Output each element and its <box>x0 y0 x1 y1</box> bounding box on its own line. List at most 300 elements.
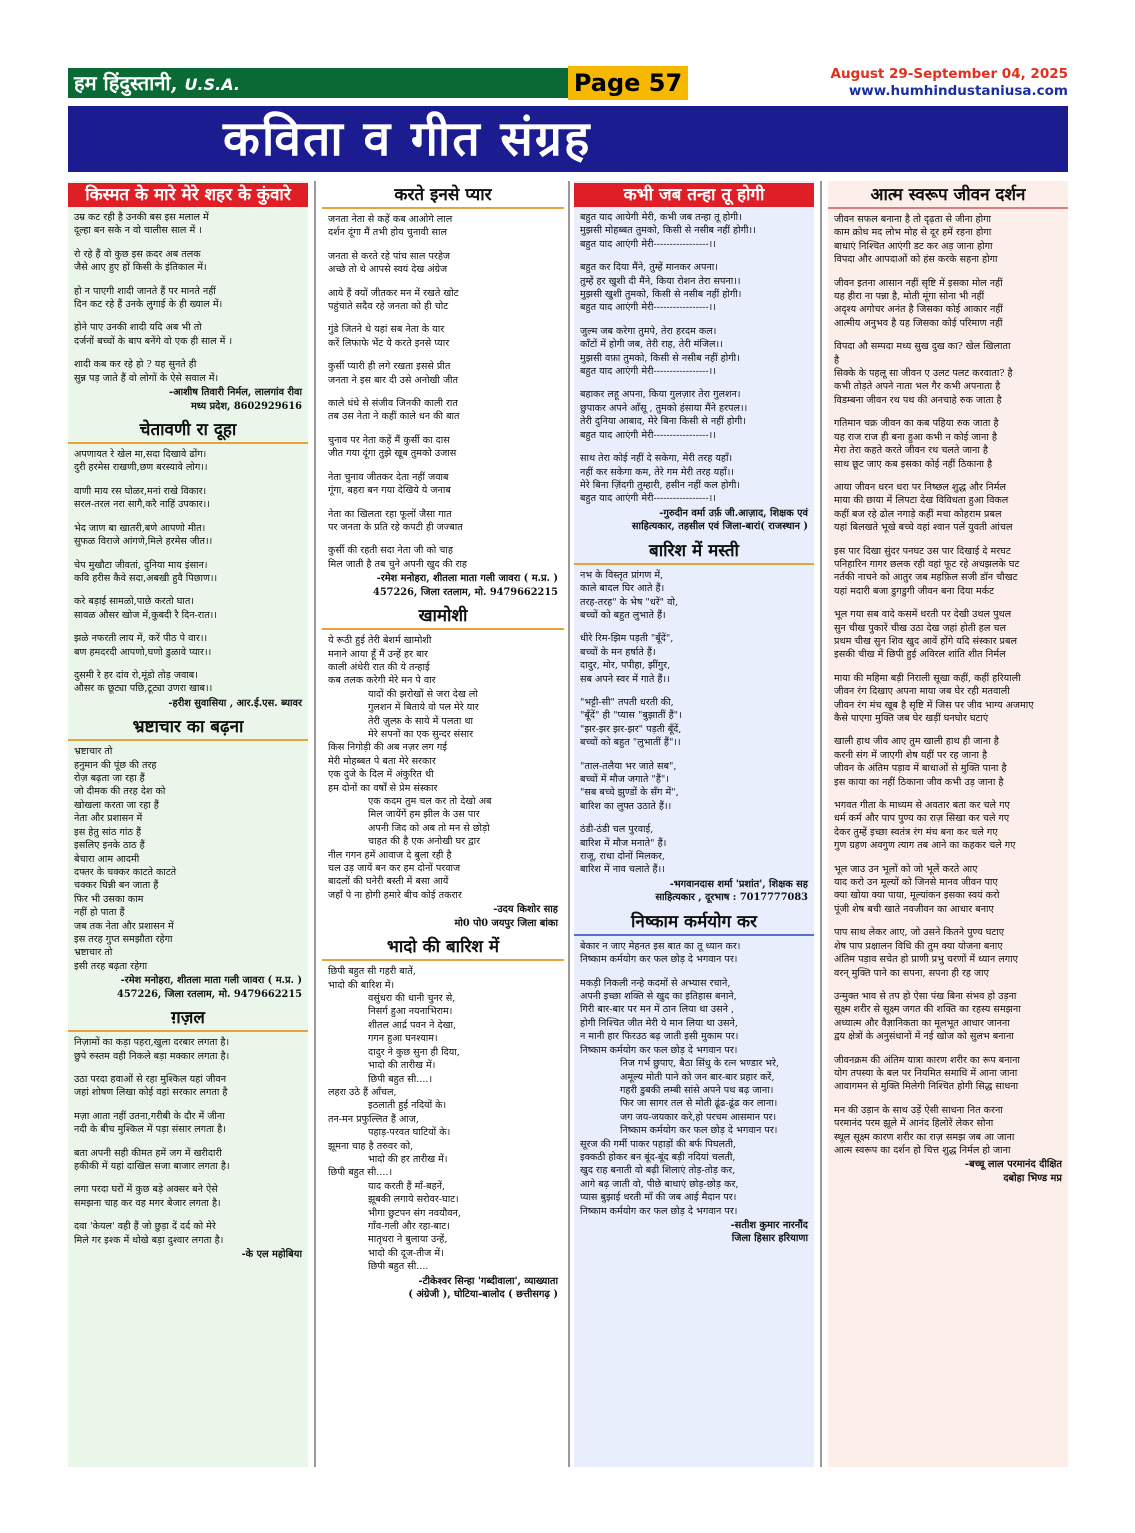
poem-body <box>68 1036 308 1247</box>
poem-line: जीवन इतना आसान नहीं सृष्टि में इसका मोल नहीं <box>834 277 1003 289</box>
poem-line: अपनी जिद को अब तो मन से छोड़ो <box>368 822 490 834</box>
poem-line: भीगा छुटपन संग नवयौवन, <box>368 1207 461 1219</box>
poem-line: जैसे आए हुए हों किसी के इंतिकाल में। <box>74 262 207 274</box>
poem-line: दुरी हरमेस राखणी,छण बरस्यावे लोग।। <box>74 462 208 474</box>
poem-line: एक कदम तुम चल कर तो देखो अब <box>368 796 492 807</box>
poem-line: बच्चों को बहुत लुभाते हैं। <box>580 609 666 621</box>
poem <box>68 1006 308 1264</box>
poem-body <box>68 448 308 696</box>
stanza-gap <box>74 549 302 559</box>
poem-author <box>828 1157 1068 1188</box>
author-line: -उदय किशोर साह <box>493 904 558 916</box>
poem-line: बच्चों को बहुत "लुभातीं हैं"।। <box>580 737 681 749</box>
poem-line: बहाकर लहू अपना, किया गुलज़ार तेरा गुलशन। <box>580 389 741 401</box>
poem-line: अध्यात्म और वैज्ञानिकता का मूलभूत आधार जानना <box>834 1017 1010 1029</box>
poem-line: होगी निश्चित जीत मेरी ये मान लिया था उसने, <box>580 1017 738 1029</box>
poem-line: याद करती हैं माँ-बहनें, <box>368 1180 446 1192</box>
poem-line: गिरी बार-बार पर मन में ठान लिया था उसने , <box>580 1004 735 1016</box>
poem-line: भादो की तारीख में। <box>368 1060 436 1072</box>
stanza-gap <box>834 471 1062 481</box>
poem-line: नर्तकी नाचने को आतुर जब महफ़िल सजी डॉन चौखट <box>834 572 1018 584</box>
stanza-gap <box>580 813 808 823</box>
poem-title: कभी जब तन्हा तू होगी <box>574 183 814 207</box>
stanza-gap <box>74 1063 302 1073</box>
stanza-gap <box>74 238 302 248</box>
poem-line: सूरज की गर्मी पाकर पहाड़ों की बर्फ पिघलती, <box>580 1138 737 1150</box>
poem-title: बारिश में मस्ती <box>574 539 814 565</box>
masthead-country: U.S.A. <box>184 75 240 94</box>
poem-line: बहुत याद आएंगी मेरी-----------------।। <box>580 493 716 505</box>
poem-body <box>828 213 1068 1157</box>
poem-line: न मानी हार फिरउठ बढ़ जाती इसी मुकाम पर। <box>580 1031 739 1043</box>
poem-line: नहीं हो पाता हैं <box>74 907 125 919</box>
stanza-gap <box>580 378 808 388</box>
column-4 <box>828 181 1068 1467</box>
author-line: दबोहा भिण्ड मप्र <box>1003 1172 1062 1184</box>
poem-line: साथ तेरा कोई नहीं दे सकेगा, मेरी तरह यहाँ। <box>580 453 733 465</box>
poem-line: मेरा तेरा कहते करते जीवन रथ चलते जाना है <box>834 445 988 457</box>
poem-line: यहां मदारी बजा डुगडुगी जीवन बना दिया मर्कट <box>834 585 994 597</box>
stanza-gap <box>834 598 1062 608</box>
poem-line: "भट्टी-सी" तपती धरती की, <box>580 696 674 708</box>
poem-line: झूबकी लगाये सरोवर-घाट। <box>368 1194 459 1206</box>
author-line: -टीकेश्वर सिन्हा 'गब्दीवाला', व्याख्याता <box>418 1275 558 1287</box>
masthead <box>68 68 568 98</box>
stanza-gap <box>74 622 302 632</box>
poem-title: आत्म स्वरूप जीवन दर्शन <box>828 183 1068 209</box>
poem-line: प्रथम चीख सुन शिव खुद आवें होंगे यदि संस्कार प्रबल <box>834 635 1017 647</box>
poem-line: करे बड़ाई सामळो,पाछे करतो घात। <box>74 596 194 608</box>
poem-line: बहुत याद आएंगी मेरी-----------------।। <box>580 366 716 378</box>
section-banner: कविता व गीत संग्रह <box>68 106 1068 172</box>
stanza-gap <box>834 267 1062 277</box>
stanza-gap <box>834 789 1062 799</box>
poem-line: निज़ामों का कड़ा पहरा,खुला दरबार लगता है। <box>74 1037 230 1049</box>
author-line: -भगवानदास शर्मा 'प्रशांत', शिक्षक सह <box>669 878 808 890</box>
stanza-gap <box>74 512 302 522</box>
stanza-gap <box>834 725 1062 735</box>
stanza-gap <box>834 1044 1062 1054</box>
stanza-gap <box>580 967 808 977</box>
poem-line: प्यास बुझाई धरती माँ की जब आई मैदान पर। <box>580 1192 737 1204</box>
poem-line: यह हीरा ना पन्ना है, मोती मूंगा सोना भी नहीं <box>834 291 985 303</box>
stanza-gap <box>580 442 808 452</box>
poem-line: तन-मन प्रफुल्लित हैं आज, <box>328 1113 419 1125</box>
poem-line: झळे नफरती लाय में, करें पीठ पे वार।। <box>74 633 208 645</box>
poem-line: सिक्के के पहलू सा जीवन ए उलट पलट करवाता? है <box>834 368 1013 380</box>
poem-line: नदी के बीच मुश्किल में पड़ा संसार लगता है। <box>74 1124 226 1136</box>
poem-line: मुझसी खुशी तुमको, किसी से नसीब नहीं होगी। <box>580 289 742 301</box>
poem-line: धर्म कर्म और पाप पुण्य का राज़ सिखा कर चले गए <box>834 813 1010 825</box>
poem-author <box>68 385 308 416</box>
poem-line: उम्र कट रही है उनकी बस इस मलाल में <box>74 212 209 223</box>
stanza-gap <box>74 311 302 321</box>
poem-line: मुझसी वफ़ा तुमको, किसी से नसीब नहीं होगी। <box>580 352 740 364</box>
poem-line: पहुंचाते सदैव रहे जनता को ही चोट <box>328 301 449 313</box>
poem-line: काम क्रोध मद लोभ मोह से दूर हमें रहना होगा <box>834 227 992 239</box>
poem-line: दुसमी रे हर दांव रो,मूंडो तोड़ जवाब। <box>74 669 198 681</box>
poem-line: रो रहे हैं वो कुछ इस क़दर अब तलक <box>74 248 201 260</box>
poem-line: बहुत याद आएंगी मेरी-----------------।। <box>580 302 716 314</box>
poem-line: उठा परदा हवाओं से रहा मुश्किल यहां जीवन <box>74 1073 227 1085</box>
poem <box>68 418 308 713</box>
poem-line: आवागमन से मुक्ति मिलेगी निश्चित होगी सिद्ध साधना <box>834 1081 1019 1093</box>
stanza-gap <box>834 853 1062 863</box>
stanza-gap <box>74 275 302 285</box>
poem-line: गहरी डुबकी लम्बी सांसे अपने पथ बढ़ जाना। <box>620 1084 774 1096</box>
author-line: मो0 पो0 जयपुर जिला बांका <box>454 917 558 929</box>
poem-line: विपदा औ सम्पदा मध्य सुख दुख का? खेल खिलाता <box>834 341 1011 353</box>
poem-line: अपणायत रे खेल मा,सदा दिखावे ढोंग। <box>74 449 207 461</box>
poem-line: कवि हरीस कैवे सदा,अबखी हुवै पिछाण।। <box>74 572 218 584</box>
poem-line: वसुंधरा की धानी चुनर से, <box>368 993 456 1005</box>
poem-line: बादलों की घनेरी बस्ती में बसा आयें <box>328 876 449 888</box>
poem-line: वाणी माय रस घोळर,मनां राखे विकार। <box>74 485 207 497</box>
poem-line: खोखला करता जा रहा हैं <box>74 799 159 811</box>
author-line: -सतीश कुमार नारनौंद <box>730 1219 808 1231</box>
stanza-gap <box>834 535 1062 545</box>
poem-line: चक्कर घिन्नी बन जाता हैं <box>74 880 159 892</box>
stanza-gap <box>74 1100 302 1110</box>
poem-line: दादुर ने कुछ सुना ही दिया, <box>368 1046 460 1058</box>
poem-line: क्या खोया क्या पाया, मूल्यांकन इसका स्वयं करो <box>834 890 1000 902</box>
poem-line: दादुर, मोर, पपीहा, झींगुर, <box>580 660 671 672</box>
poem-line: जो दीमक की तरह देश को <box>74 786 166 798</box>
poem-line: नभ के विस्तृत प्रांगण में, <box>580 569 664 581</box>
page-number: Page 57 <box>568 66 688 100</box>
poem <box>322 183 564 602</box>
stanza-gap <box>74 1173 302 1183</box>
poem-line: बहुत याद आएंगी मेरी-----------------।। <box>580 429 716 441</box>
poem-line: काँटों में होगी जब, तेरी राह, तेरी मंजिल।। <box>580 339 723 351</box>
poem-line: रोज़ बढ़ता जा रहा हैं <box>74 773 145 785</box>
poem-body <box>68 745 308 973</box>
poem-line: सावळ औसर खोज में,कुबदी रै दिन-रात।। <box>74 609 217 621</box>
poem-body <box>322 213 564 571</box>
author-line: मध्य प्रदेश, 8602929616 <box>190 400 302 412</box>
poem-title: ग़ज़ल <box>68 1006 308 1032</box>
poem-line: कभी तोड़ते अपने नाता भल गैर कभी अपनाता है <box>834 381 1001 393</box>
poem-line: निष्काम कर्मयोग कर फल छोड़ दे भगवान पर। <box>580 1044 738 1056</box>
poem-line: फिर भी उसका काम <box>74 893 144 905</box>
poem-line: ये रूठी हुई तेरी बेशर्म खामोशी <box>328 635 432 647</box>
author-line: जिला हिसार हरियाणा <box>731 1233 808 1245</box>
poem-line: भादो की बारिश में। <box>328 979 395 991</box>
author-line: साहित्यकार , दूरभाष : 7017777083 <box>655 892 808 904</box>
poem-line: मिल जाती है तब चुने अपनी खुद की राह <box>328 558 468 570</box>
poem-line: दफ्तर के चक्कर काटते काटते <box>74 866 177 878</box>
poem-line: मज़ा आता नहीं उतना,गरीबी के दौर में जीना <box>74 1110 225 1122</box>
poem-body <box>574 940 814 1218</box>
poem-body <box>574 569 814 877</box>
poem-line: एक दुजे के दिल में अंकुरित थी <box>328 769 434 781</box>
poem-line: कुर्सी की रहती सदा नेता जी को चाह <box>328 545 453 557</box>
poem-line: बारिश का लुफ्त उठाते हैं।। <box>580 800 672 812</box>
poem-line: याद करो उन मूल्यों को जिनसे मानव जीवन पाए <box>834 877 998 889</box>
page-header <box>68 66 1068 100</box>
poem-line: मातृधरा ने बुलाया उन्हें, <box>368 1234 448 1246</box>
poem-line: इसलिए इनके ठाठ हैं <box>74 840 145 852</box>
poem-line: धीरे रिम-झिम पड़ती "बूँदें", <box>580 633 674 645</box>
poem-line: इठलाती हुई नदियों के। <box>368 1100 447 1112</box>
poem-title: किस्मत के मारे मेरे शहर के कुंवारे <box>68 183 308 207</box>
poem-line: इक्कठी होकर बन बूंद-बूंद बड़ी नदियां चलती, <box>580 1151 736 1163</box>
poem-author <box>322 1274 564 1305</box>
poem-line: अपनी इच्छा शक्ति से खुद का इतिहास बनाने, <box>580 991 737 1003</box>
poem-line: गतिमान चक्र जीवन का कब पहिया रुक जाता है <box>834 418 999 430</box>
poem-title: चेतावणी रा दूहा <box>68 418 308 444</box>
poem-line: निष्काम कर्मयोग कर फल छोड़ दे भगवान पर। <box>580 1205 738 1217</box>
poem-line: है <box>834 354 840 366</box>
poem-line: भ्रष्टाचार तो <box>74 947 113 959</box>
poem-line: गुलशन में बिताये वो पल मेरे यार <box>368 702 479 714</box>
poem-line: इस काया का नहीं ठिकाना जीव कभी उड़ जाना है <box>834 776 1004 788</box>
poem-line: बेचारा आम आदमी <box>74 853 140 865</box>
poem-author <box>322 571 564 602</box>
poem-line: माया की छाया में लिपटा देख विविधता हुआ विकल <box>834 495 1009 507</box>
poem-line: इसकी चीख में छिपी हुई अविरल शांति शीत निर्मल <box>834 649 1006 661</box>
poem-line: खाली हाथ जीव आए तुम खाली हाथ ही जाना है <box>834 736 999 748</box>
poem-line: कुर्सी प्यारी ही लगे रखता इससे प्रीत <box>328 361 451 373</box>
author-line: -रमेश मनोहरा, शीतला माता गली जावरा ( म.प्र. ) <box>376 573 558 585</box>
poem-author <box>322 902 564 933</box>
poem-line: नील गगन हमें आवाज दे बुला रही है <box>328 849 452 861</box>
poem-author <box>574 1218 814 1249</box>
stanza-gap <box>328 240 558 250</box>
poem-line: साथ छूट जाए कब इसका कोई नहीं ठिकाना है <box>834 458 993 470</box>
poem-line: लहरा उठे हैं आँचल, <box>328 1086 397 1098</box>
author-line: साहित्यकार, तहसील एवं जिला-बारां( राजस्थान ) <box>631 521 808 533</box>
poem-title: निष्काम कर्मयोग कर <box>574 910 814 936</box>
poem <box>828 183 1068 1188</box>
poem-line: तुम्हें हर खुशी दी मैंने, किया रोशन तेरा सपना।। <box>580 275 741 287</box>
poem-line: कब तलक करेगी मेरे मन पे वार <box>328 675 436 687</box>
masthead-title: हम हिंदुस्तानी, <box>74 71 178 95</box>
poem-line: वरन् मुक्ति पाने का सपना, सपना ही रह जाए <box>834 967 989 979</box>
poem <box>68 715 308 1004</box>
poem-line: नेता चुनाव जीतकर देता नहीं जवाब <box>328 471 449 483</box>
poem-line: निज गर्भ छुपाए, बैठा सिंधु के रत्न भण्डार भरे, <box>620 1058 780 1070</box>
poem <box>322 935 564 1304</box>
poem-line: कैसे पाएगा मुक्ति जब घेर खड़ीं घनघोर घटाएं <box>834 713 989 724</box>
poem-author <box>574 877 814 908</box>
poem-line: बहुत कर दिया मैंने, तुम्हें मानकर अपना। <box>580 262 718 274</box>
stanza-gap <box>74 585 302 595</box>
poem-line: करें लिफाफे भेंट ये करते इनसे प्यार <box>328 337 450 349</box>
stanza-gap <box>74 348 302 358</box>
poem-line: भूल जाउ उन भूलों को जो भूलें करते आए <box>834 863 978 875</box>
poem-line: दर्शन दूंगा मैं तभी होय चुनावी साल <box>328 227 447 239</box>
poem-line: जग जय-जयकार करे,हो परचम आसमान पर। <box>620 1111 777 1123</box>
poem-line: फिर जा सागर तल से मोती ढूंढ-ढूंढ कर लाना। <box>620 1098 778 1110</box>
author-line: 457226, जिला रतलाम, मो. 9479662215 <box>117 988 302 1000</box>
poem-line: गाँव-गली और रहा-बाट। <box>368 1220 450 1232</box>
poem-line: बहुत याद आयेगी मेरी, कभी जब तन्हा तू होगी। <box>580 212 742 223</box>
stanza-gap <box>834 1094 1062 1104</box>
poem-line: नेता और प्रशासन में <box>74 813 143 825</box>
poem-line: शेष पाप प्रक्षालन विधि की तुम क्या योजना बनाए <box>834 940 1003 952</box>
poem-line: बच्चों के मन हर्षाते हैं। <box>580 646 656 658</box>
stanza-gap <box>580 750 808 760</box>
poem-author <box>68 696 308 714</box>
column-divider <box>568 181 570 1467</box>
poem-line: बारिश में नाव चलाते हैं।। <box>580 864 665 876</box>
poem-line: खुद राह बनाती वो बढ़ी शिलाएं तोड़-तोड़ कर, <box>580 1165 736 1177</box>
poem-line: पनिहारिन गागर छलक रही वहां फूट रहे अधझलके घट <box>834 558 1020 570</box>
poem-line: बता अपनी सही कीमत हमें जग में खरीदारी <box>74 1147 222 1159</box>
poem-line: बच्चों में मौज जगाते "हैं"। <box>580 774 669 785</box>
poem-line: मेरी मोहब्बत पे बता मेरे सरकार <box>328 755 436 767</box>
poem-line: पर जनता के प्रति रहे कपटी ही जज्बात <box>328 521 463 533</box>
poem-line: जीवन सफल बनाना है तो दृढ़ता से जीना होगा <box>834 214 992 225</box>
author-line: -बच्चू लाल परमानंद दीक्षित <box>964 1159 1062 1171</box>
poem-line: विडम्बना जीवन रथ पथ की अनचाहे रुक जाता है <box>834 394 1002 406</box>
stanza-gap <box>834 916 1062 926</box>
poem-line: छिपी बहुत सी....। <box>368 1073 433 1085</box>
poem-line: जीत गया दूंगा तुझे खूब तुमको उजास <box>328 448 457 460</box>
poem-line: सूक्ष्म शरीर से सूक्ष्म जगत की शक्ति का रहस्य समझना <box>834 1004 1021 1016</box>
column-divider <box>314 181 316 1467</box>
poem-line: निष्काम कर्मयोग कर फल छोड़ दे भगवान पर। <box>620 1125 778 1137</box>
poem-line: चेप मुखौटा जीवतां, दुनिया माय इंसान। <box>74 559 208 571</box>
poem-line: सुन चीख पुकारें चीख उठा देख जहां होती हल चल <box>834 622 1007 634</box>
poem-line: मनाने आया हूँ मैं उन्हें हर बार <box>328 648 428 660</box>
poem-line: दिन कट रहे हैं उनके लुगाई के ही ख्याल में। <box>74 299 223 311</box>
poem-line: यहां बिलखते भूखे बच्चे वहां श्वान पलें युवती आंचल <box>834 522 1013 534</box>
poem-line: गगन हुआ घनश्याम। <box>368 1033 438 1045</box>
poem-body <box>574 211 814 506</box>
poem-line: जहां शोषण लिखा कोई वहां सरकार लगता है <box>74 1087 228 1099</box>
poem-line: हनुमान की पूंछ की तरह <box>74 759 157 771</box>
poem-author <box>574 506 814 537</box>
poem-line: इस हेतु सांठ गांठ हैं <box>74 826 142 838</box>
poem-line: मुझसी मोहब्बत तुमको, किसी से नसीब नहीं होगी।। <box>580 225 756 237</box>
poem-line: स्थूल सूक्ष्म कारण शरीर का राज़ समझ जब आ जाना <box>834 1131 1015 1143</box>
poem-line: नहीं कर सकेगा कम, तेरे गम मेरी तरह यहाँ।। <box>580 466 735 478</box>
poem-title: करते इनसे प्यार <box>322 183 564 209</box>
stanza-gap <box>834 330 1062 340</box>
poem-line: छुपे रुस्तम वही निकले बड़ा मक्कार लगता है। <box>74 1050 230 1062</box>
poem <box>574 183 814 537</box>
poem-line: देकर तुम्हें इच्छा स्वतंत्र रंग मंच बना कर चले गए <box>834 826 998 838</box>
poem-line: चुनाव पर नेता कहें मैं कुर्सी का दास <box>328 434 450 446</box>
poem-line: भेद जाण बा खातरी,बणे आपणो मीत। <box>74 522 206 534</box>
stanza-gap <box>328 313 558 323</box>
poem-line: हकीकी में यहां दाखिल सजा बाजार लगता है। <box>74 1161 230 1172</box>
author-line: -आशीष तिवारी निर्मल, लालगांव रीवा <box>169 387 302 399</box>
poem-line: योग तपस्या के बल पर नियमित समाधि में आना जाना <box>834 1067 1018 1079</box>
poem-line: पाप साथ लेकर आए, जो उसने कितने पुण्य घटाए <box>834 927 1005 939</box>
stanza-gap <box>74 475 302 485</box>
poem-line: यादों की झरोखों से जरा देख लो <box>368 688 478 700</box>
stanza-gap <box>74 1137 302 1147</box>
issue-date: August 29-September 04, 2025 <box>830 66 1068 82</box>
poem-line: बहुत याद आएंगी मेरी-----------------।। <box>580 238 716 250</box>
poem-line: चल उड़ जायें बन कर हम दोनों परवाज <box>328 863 461 875</box>
website-link[interactable]: www.humhindustaniusa.com <box>848 83 1068 99</box>
stanza-gap <box>328 534 558 544</box>
poem-line: कहीं बज रहे ढोल नगाड़े कहीं मचा कोहराम प्रबल <box>834 508 1002 520</box>
author-line: ( अंग्रेजी ), घोटिया-बालोद ( छत्तीसगढ़ ) <box>408 1289 558 1301</box>
poem-body <box>322 965 564 1273</box>
poem-line: परमानंद परम झूले में आनंद हिलोरें लेकर सोना <box>834 1118 994 1130</box>
poem-line: जीवन के अंतिम पड़ाव में बाधाओं से मुक्ति पाना है <box>834 763 1007 775</box>
poem-line: आत्मीय अनुभव है यह जिसका कोई परिमाण नहीं <box>834 317 1003 329</box>
poem-line: तेरी ज़ुल्फ़ के साये में पलता था <box>368 715 473 727</box>
poem-line: औसर क छूट्या पछि,टूट्या उणरा खाब।। <box>74 683 213 695</box>
poem-body <box>322 634 564 902</box>
poem-line: हो न पाएगी शादी जानते हैं पर मानते नहीं <box>74 285 216 297</box>
poem-line: शीतल आर्द्र पवन ने देखा, <box>368 1019 456 1031</box>
stanza-gap <box>74 1210 302 1220</box>
poem-line: इसी तरह बढ़ता रहेगा <box>74 960 148 972</box>
poem-line: गूंगा, बहरा बन गया देखिये ये जनाब <box>328 485 451 497</box>
poem-line: भादो की हर तारीख में। <box>368 1153 448 1165</box>
stanza-gap <box>580 622 808 632</box>
poem <box>322 604 564 933</box>
poem <box>574 910 814 1249</box>
poem-line: जीवनक्रम की अंतिम यात्रा कारण शरीर का रूप बनाना <box>834 1054 1020 1066</box>
poem-line: सब अपने स्वर में गाते हैं।। <box>580 673 670 685</box>
poem-line: जीवन रंग दिखाए अपना माया जब घेर रही मतवाली <box>834 686 1010 698</box>
stanza-gap <box>328 350 558 360</box>
poem-line: आत्म स्वरूप का दर्शन हो चित्त शुद्ध निर्मल हो जाना <box>834 1144 1011 1156</box>
stanza-gap <box>328 387 558 397</box>
poem-line: छिपी बहुत सी गहरी बातें, <box>328 966 416 978</box>
column-3 <box>574 181 814 1467</box>
column-1 <box>68 181 308 1467</box>
poem-line: गुण ग्रहण अवगुण त्याग तब आने का कहकर चले गए <box>834 840 1016 852</box>
poem-line: अमूल्य मोती पाने को जन बार-बार प्रहार करें, <box>620 1071 775 1083</box>
poem-line: "झर-झर झर-झर" पड़ती बूँदें, <box>580 723 682 735</box>
poem-line: छिपी बहुत सी....। <box>328 1167 393 1179</box>
author-line: -गुरुदीन वर्मा उर्फ़ जी.आज़ाद, शिक्षक एवं <box>659 507 808 519</box>
poem <box>68 183 308 416</box>
poem-line: आया जीवन धरन धरा पर निष्छल शुद्ध और निर्मल <box>834 481 1006 493</box>
poem-line: उन्मुक्त भाव से तप हो ऐसा पंख बिना संभव हो उड़ना <box>834 990 1017 1002</box>
poem-line: बण हमदरदी आपणो,घणो डुळावे प्यार।। <box>74 646 212 658</box>
poem-line: छिपी बहुत सी.... <box>368 1261 429 1273</box>
poem-line: जुल्म जब करेगा तुमपे, तेरा हरदम कल। <box>580 325 717 337</box>
poem-line: द्वय क्षेत्रों के अनुसंधानों में नई खोज को सुलभ बनाना <box>834 1031 1014 1043</box>
poem-line: मेरे बिना ज़िंदगी तुम्हारी, हसीन नहीं कल होगी। <box>580 479 741 491</box>
author-line: -रमेश मनोहरा, शीतला माता गली जावरा ( म.प्र. ) <box>120 975 302 987</box>
poem-line: यह राज राज ही बना हुआ कभी न कोई जाना है <box>834 431 997 443</box>
poem-line: भगवत गीता के माध्यम से अवतार बता कर चले गए <box>834 800 1010 812</box>
stanza-gap <box>834 407 1062 417</box>
poem-line: किस निगोड़ी की अब नज़र लग गई <box>328 742 447 754</box>
author-line: 457226, जिला रतलाम, मो. 9479662215 <box>373 586 558 598</box>
poem-line: "बूँदें" ही "प्यास "बुझातीं हैं"। <box>580 710 682 722</box>
poem-line: भ्रष्टाचार तो <box>74 746 113 758</box>
poem-line: तेरी दुनिया आबाद, मेरे बिना किसी से नहीं होगी। <box>580 416 746 428</box>
poem-line: भूल गया सब वादे कसमें धरती पर देखी उथल पुथल <box>834 609 1012 621</box>
poem-line: जनता नेता से कहें कब आओगे लाल <box>328 214 453 225</box>
poem-line: भादो की दूज-तीज में। <box>368 1247 444 1259</box>
poem-line: झूमना चाह है तरुवर को, <box>328 1140 414 1152</box>
poem-line: जनता ने इस बार दी उसे अनोखी जीत <box>328 374 459 386</box>
stanza-gap <box>580 251 808 261</box>
stanza-gap <box>834 662 1062 672</box>
poem-line: नेता का खिलता रहा फूलों जैसा गात <box>328 508 452 520</box>
poem-line: मिल जायेंगें हम झील के उस पार <box>368 809 480 821</box>
stanza-gap <box>328 277 558 287</box>
column-2 <box>322 181 564 1467</box>
poem-line: दवा 'केयल' वही हैं जो छुड़ा दें दर्द को मेरे <box>74 1221 216 1233</box>
poem-line: लगा परदा घरों में कुछ बड़े अक्सर बने ऐसे <box>74 1184 218 1196</box>
author-line: -हरीश सुवासिया , आर.ई.एस. ब्यावर <box>168 697 302 709</box>
stanza-gap <box>328 498 558 508</box>
